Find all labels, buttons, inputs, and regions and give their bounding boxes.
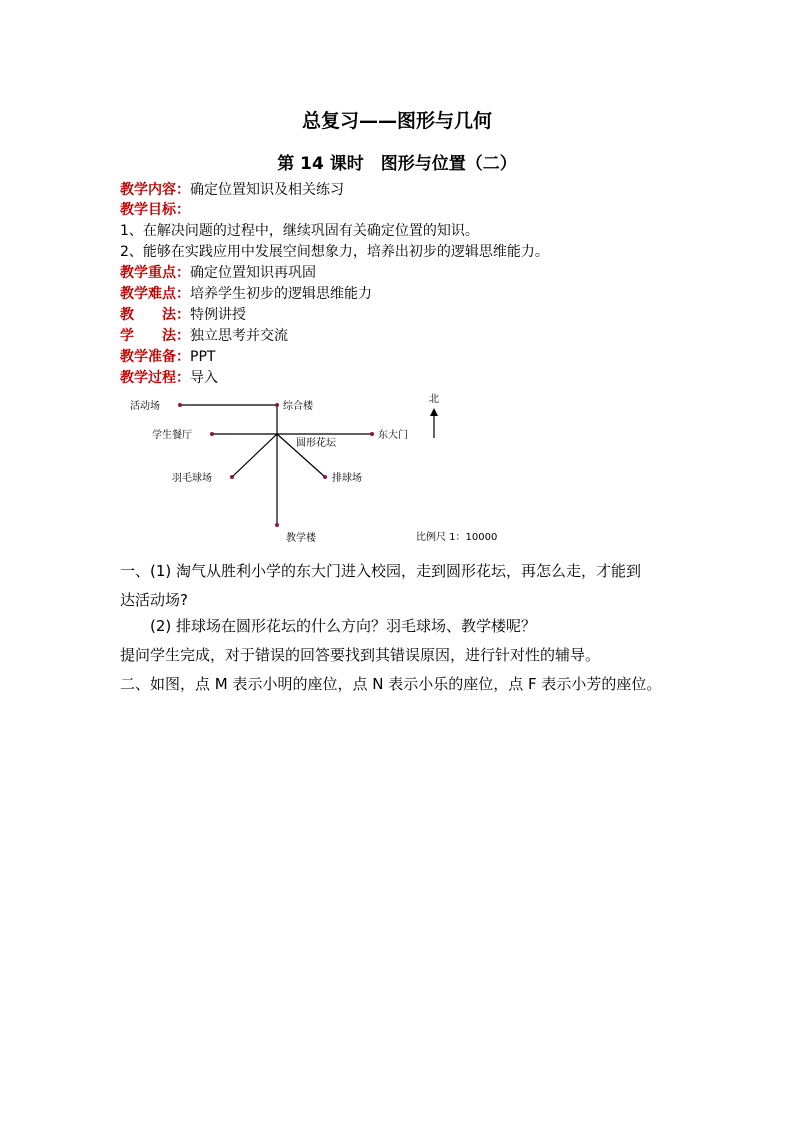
label-complex: 综合楼	[283, 401, 313, 412]
meta-label: 教学内容：	[120, 182, 190, 198]
goal-item-2	[120, 242, 549, 262]
label-scale: 比例尺 1：10000	[416, 532, 498, 543]
goal-item-1	[120, 221, 479, 241]
meta-preparation	[120, 347, 215, 367]
label-volleyball: 排球场	[332, 473, 362, 484]
label-flowerbed: 圆形花坛	[296, 438, 336, 449]
dot-activity	[178, 403, 182, 407]
meta-keypoint	[120, 263, 316, 283]
dot-canteen	[210, 432, 214, 436]
meta-value: 培养学生初步的逻辑思维能力	[190, 286, 372, 302]
label-canteen: 学生餐厅	[152, 430, 192, 441]
document-title: 总复习——图形与几何	[301, 110, 492, 132]
meta-learning-method	[120, 326, 288, 346]
meta-label: 教 法：	[120, 307, 190, 323]
dot-volleyball	[323, 475, 327, 479]
label-north: 北	[429, 394, 439, 405]
meta-value: 1、在解决问题的过程中，继续巩固有关确定位置的知识。	[120, 223, 479, 239]
label-eastgate: 东大门	[378, 430, 408, 441]
meta-value: PPT	[190, 349, 216, 365]
meta-label: 教学难点：	[120, 286, 190, 302]
question-1b: (2) 排球场在圆形花坛的什么方向？羽毛球场、教学楼呢？	[150, 617, 537, 635]
north-arrow-icon	[430, 408, 438, 438]
meta-label: 教学重点：	[120, 265, 190, 281]
meta-value: 独立思考并交流	[190, 328, 288, 344]
path-to-badminton	[232, 434, 277, 477]
meta-teaching-method	[120, 305, 246, 325]
meta-difficulty	[120, 284, 372, 304]
meta-process	[120, 368, 218, 388]
meta-label: 教学过程：	[120, 370, 190, 386]
question-1a-line1: 一、(1) 淘气从胜利小学的东大门进入校园，走到圆形花坛，再怎么走，才能到	[120, 562, 642, 580]
meta-value: 2、能够在实践应用中发展空间想象力，培养出初步的逻辑思维能力。	[120, 244, 549, 260]
question-2: 二、如图，点 M 表示小明的座位，点 N 表示小乐的座位，点 F 表示小芳的座位。	[120, 675, 662, 693]
meta-value: 确定位置知识及相关练习	[190, 182, 344, 198]
teaching-note: 提问学生完成，对于错误的回答要找到其错误原因，进行针对性的辅导。	[120, 646, 601, 664]
meta-label: 教学准备：	[120, 349, 190, 365]
meta-goals	[120, 200, 190, 220]
meta-value: 确定位置知识再巩固	[190, 265, 316, 281]
dot-teaching	[275, 523, 279, 527]
meta-value: 导入	[190, 370, 218, 386]
dot-eastgate	[370, 432, 374, 436]
campus-map	[120, 388, 540, 548]
question-1a-line2: 达活动场?	[120, 591, 188, 609]
meta-label: 学 法：	[120, 328, 190, 344]
label-badminton: 羽毛球场	[172, 473, 212, 484]
meta-value: 特例讲授	[190, 307, 246, 323]
dot-badminton	[230, 475, 234, 479]
label-activity: 活动场	[130, 401, 160, 412]
label-teaching: 教学楼	[286, 533, 316, 544]
meta-content	[120, 180, 344, 200]
meta-label: 教学目标：	[120, 202, 190, 218]
lesson-subtitle: 第 14 课时 图形与位置（二）	[277, 154, 517, 174]
dot-complex	[275, 403, 279, 407]
